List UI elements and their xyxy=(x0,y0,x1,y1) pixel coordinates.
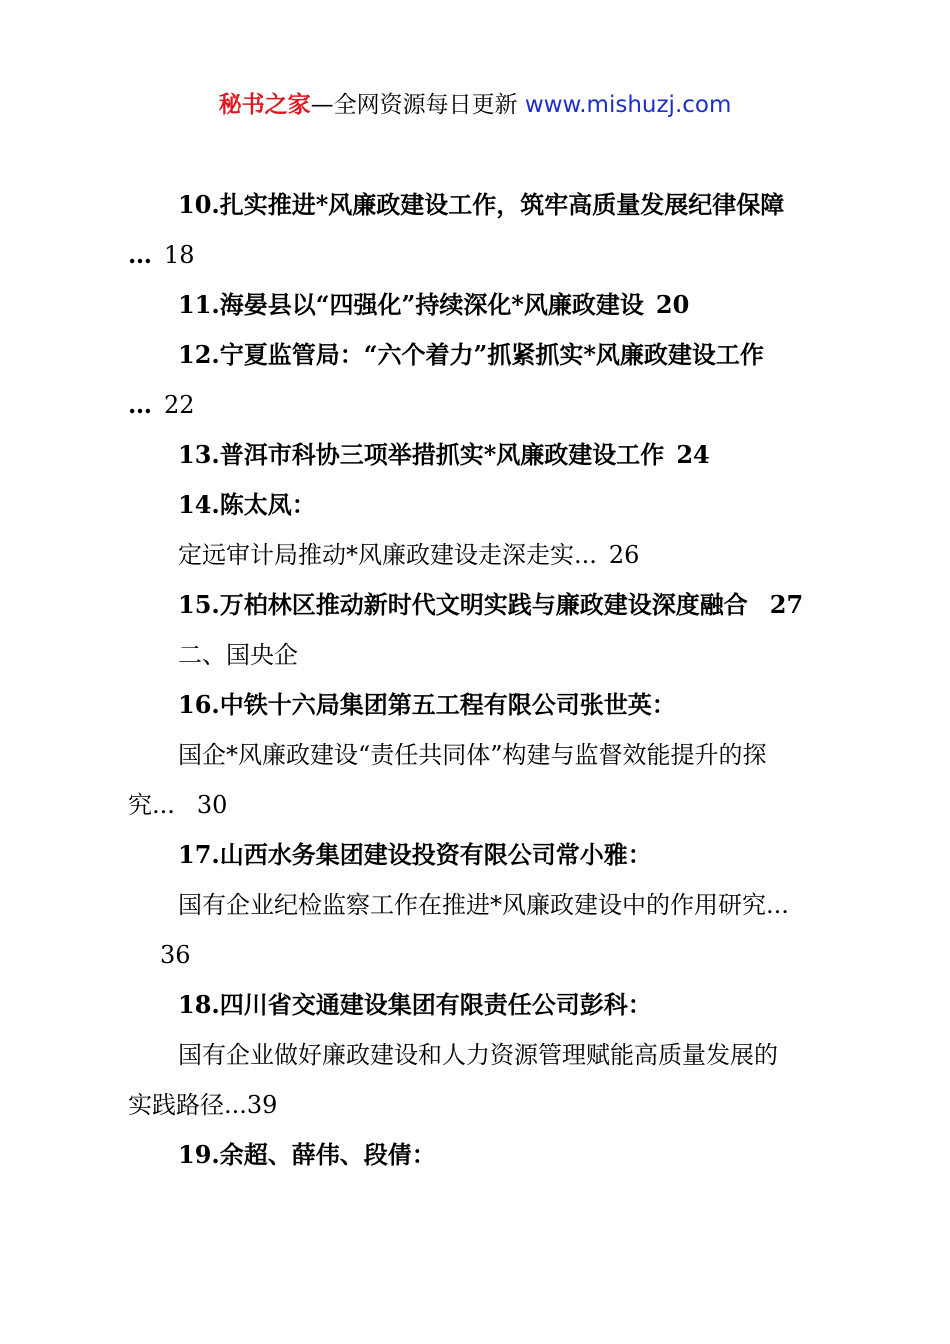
toc-entry-10-page-line: … 18 xyxy=(128,240,195,269)
site-brand: 秘书之家 xyxy=(218,92,311,118)
toc-entry-15-page: 27 xyxy=(769,590,804,619)
toc-entry-17-page-line xyxy=(128,930,832,980)
toc-entry-11[interactable]: 11.海晏县以“四强化”持续深化*风廉政建设 20 xyxy=(178,290,690,319)
toc-entry-16-title[interactable]: 16.中铁十六局集团第五工程有限公司张世英： xyxy=(178,690,676,719)
toc-entry-13[interactable]: 13.普洱市科协三项举措抓实*风廉政建设工作 24 xyxy=(178,440,710,469)
toc-entry-14-page: 26 xyxy=(608,541,640,569)
toc-entry-12-page-line: … 22 xyxy=(128,390,195,419)
toc-entry-14-title[interactable]: 14.陈太凤： xyxy=(178,490,316,519)
toc-entry-17-subtitle-line1[interactable]: 国有企业纪检监察工作在推进*风廉政建设中的作用研究... xyxy=(178,891,789,919)
toc-entry-12-page: 22 xyxy=(164,391,195,419)
toc-entry-10-page: 18 xyxy=(164,241,195,269)
toc-entry-12-title[interactable]: 12.宁夏监管局：“六个着力”抓紧抓实*风廉政建设工作 xyxy=(178,340,764,369)
toc-entry-18-subtitle-line2: 实践路径...39 xyxy=(128,1091,278,1119)
toc-entry-11-page: 20 xyxy=(655,290,690,319)
toc-entry-15[interactable]: 15.万柏林区推动新时代文明实践与廉政建设深度融合 27 xyxy=(178,590,804,619)
toc-entry-16-page: 30 xyxy=(196,791,228,819)
toc-entry-13-page: 24 xyxy=(676,440,710,469)
section-heading-2: 二、国央企 xyxy=(178,641,298,669)
toc-entry-18-title[interactable]: 18.四川省交通建设集团有限责任公司彭科： xyxy=(178,990,652,1019)
toc-entry-10-title[interactable]: 10.扎实推进*风廉政建设工作，筑牢高质量发展纪律保障 xyxy=(178,190,785,219)
toc-entry-19-title[interactable]: 19.余超、薛伟、段倩： xyxy=(178,1140,436,1169)
site-slogan: —全网资源每日更新 xyxy=(310,92,525,118)
toc-entry-18-page: 39 xyxy=(246,1091,278,1119)
toc-entry-17-page: 36 xyxy=(160,941,191,969)
site-url-link[interactable]: www.mishuzj.com xyxy=(524,92,732,118)
toc-entry-16-subtitle-line2: 究... 30 xyxy=(128,791,228,819)
toc-entry-17-title[interactable]: 17.山西水务集团建设投资有限公司常小雅： xyxy=(178,840,652,869)
site-header xyxy=(0,88,950,122)
table-of-contents xyxy=(128,180,832,1180)
toc-entry-14-subtitle[interactable]: 定远审计局推动*风廉政建设走深走实... 26 xyxy=(178,541,640,569)
toc-entry-16-subtitle-line1[interactable]: 国企*风廉政建设“责任共同体”构建与监督效能提升的探 xyxy=(178,741,767,769)
toc-entry-18-subtitle-line1[interactable]: 国有企业做好廉政建设和人力资源管理赋能高质量发展的 xyxy=(178,1041,778,1069)
